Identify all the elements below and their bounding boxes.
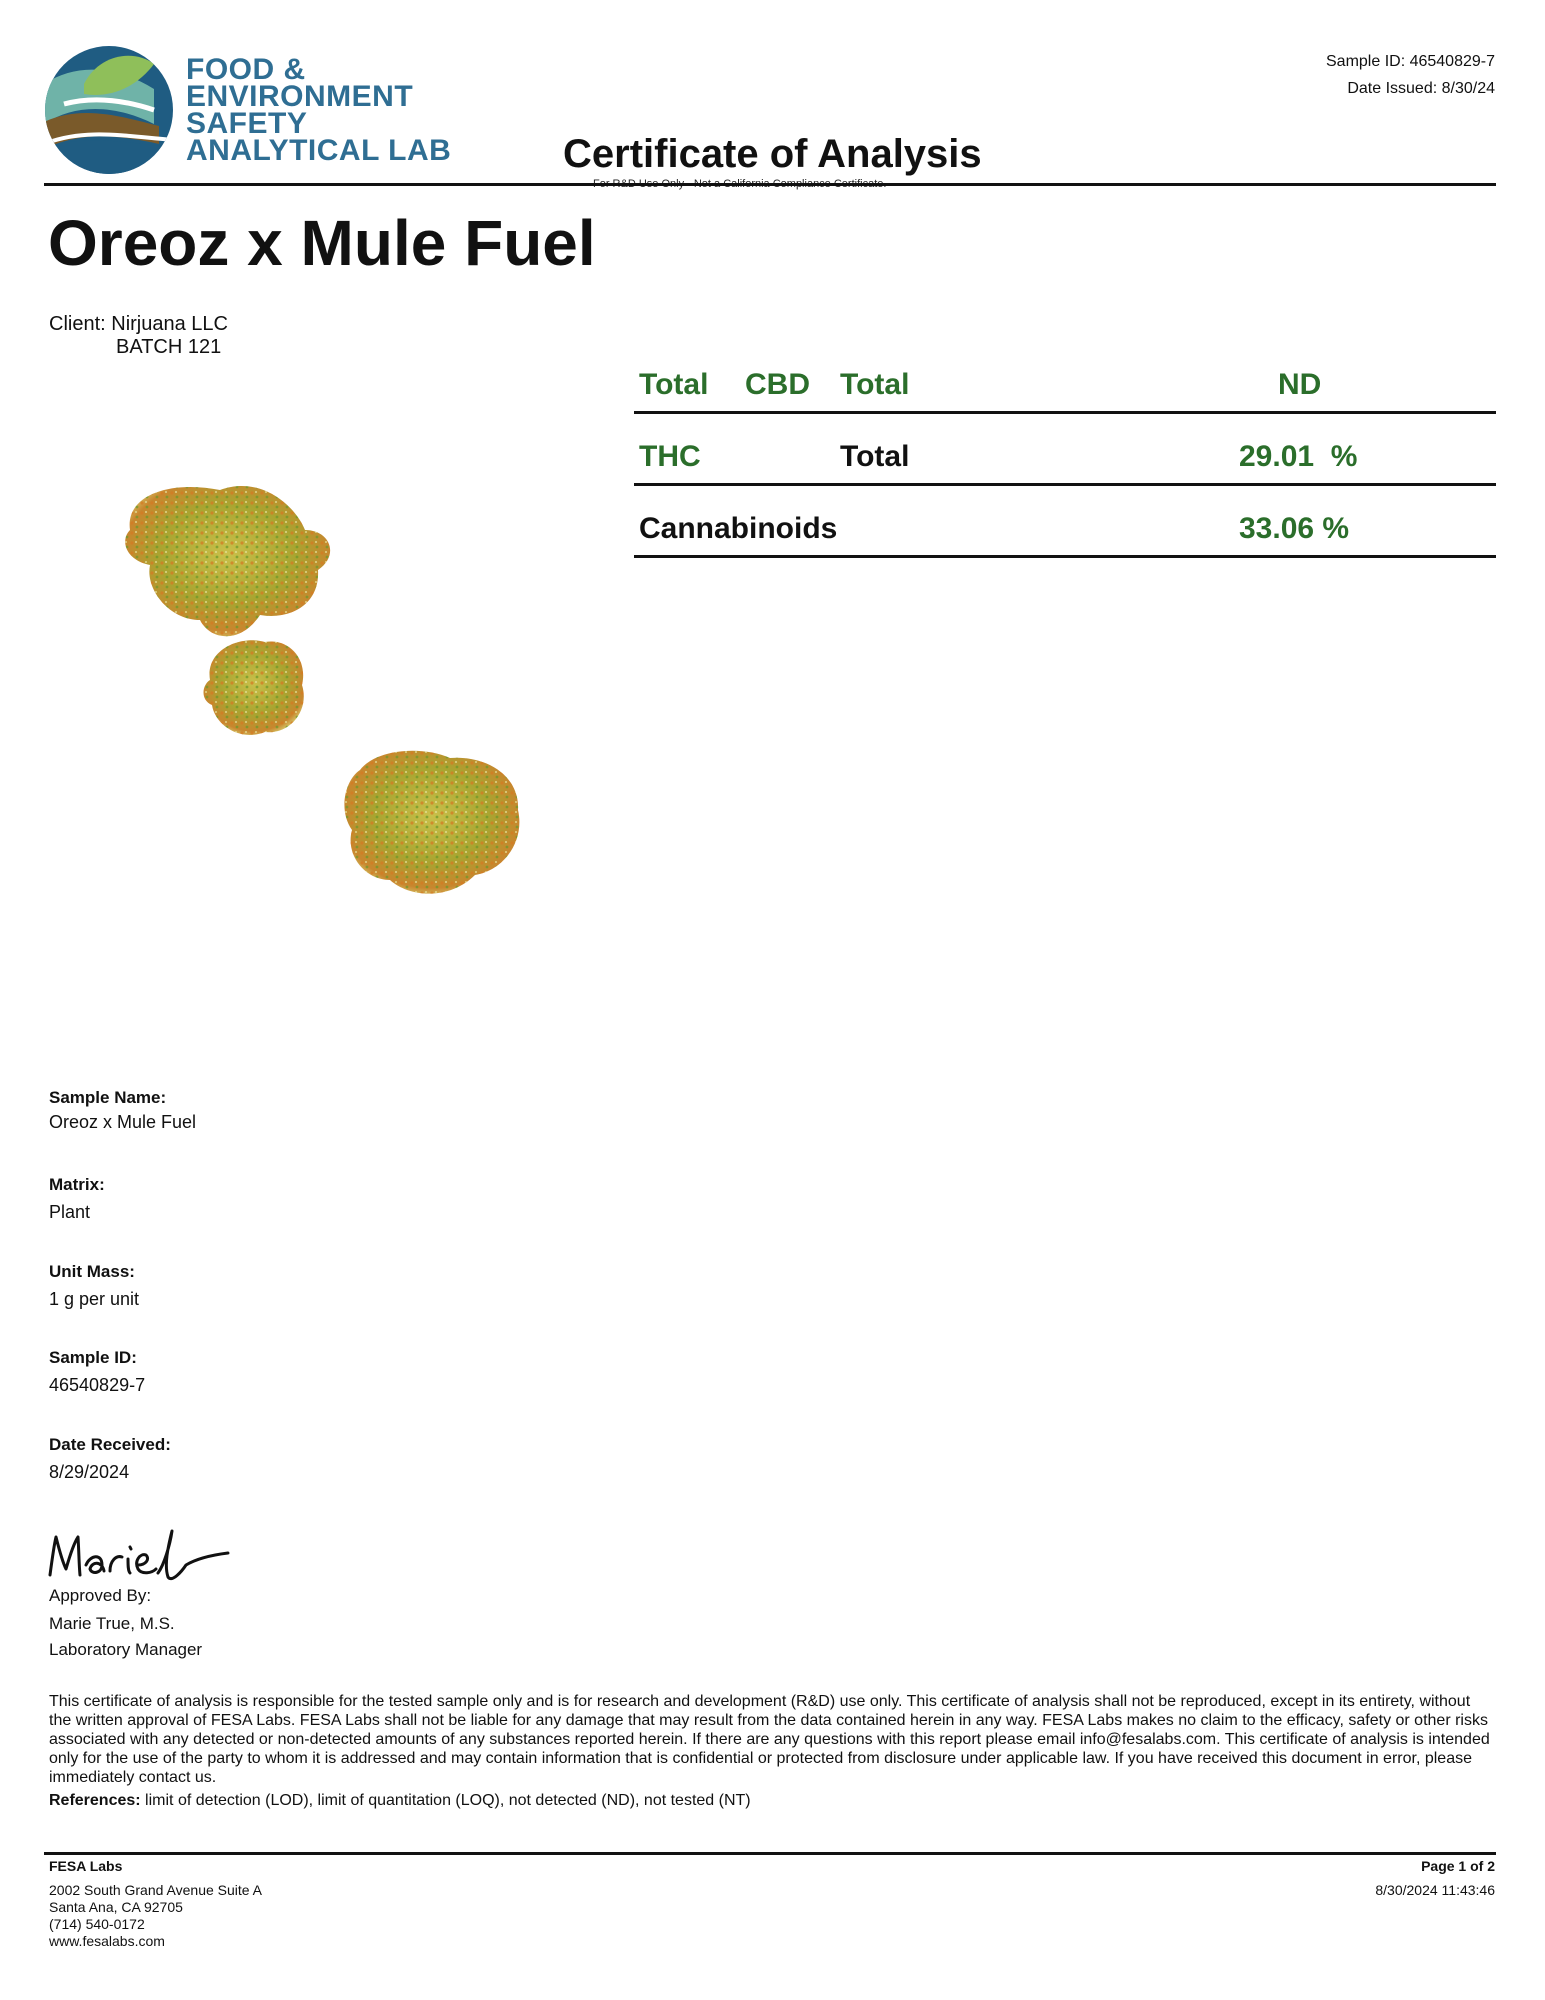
batch-number: BATCH 121	[116, 336, 222, 358]
signature-icon	[46, 1525, 231, 1585]
logo-line: ENVIRONMENT	[186, 80, 414, 113]
footer-address-line: Santa Ana, CA 92705	[49, 1899, 183, 1915]
disclaimer-text: This certificate of analysis is responsible for the tested sample only and is for research and development (R&D) use only. This certificate of analysis shall not be reproduced, except in its entirety, without the written approval of FESA Labs. FESA Labs shall not be liable for any damage that may result from the data contained herein in any way. FESA Labs makes no claim to the efficacy, safety or other risks associated with any detected or non-detected amounts of any substances reported herein. If there are any questions with this report please email info@fesalabs.com. This certificate of analysis is intended only for the use of the party to whom it is addressed and may contain information that is confidential or protected from disclosure under applicable law. If you have received this document in error, please immediately contact us.	[49, 1693, 1490, 1786]
summary-row2-label-c: Total	[840, 440, 910, 473]
header-meta	[1326, 48, 1495, 102]
logo-line: ANALYTICAL LAB	[186, 134, 452, 167]
summary-row2-label-a: THC	[639, 440, 701, 473]
approver-role: Laboratory Manager	[49, 1640, 203, 1659]
summary-row2-value: 29.01 %	[1239, 440, 1358, 473]
summary-row1-label-c: Total	[840, 368, 910, 401]
product-title: Oreoz x Mule Fuel	[48, 207, 596, 279]
document-title: Certificate of Analysis	[563, 132, 982, 176]
summary-row1-label-a: Total	[639, 368, 709, 401]
logo-line: SAFETY	[186, 107, 308, 140]
matrix-label: Matrix:	[49, 1175, 105, 1194]
summary-row1-label-b: CBD	[745, 368, 810, 401]
summary-row3-value: 33.06 %	[1239, 512, 1350, 545]
summary-row3-label: Cannabinoids	[639, 512, 838, 545]
logo-line: FOOD &	[186, 53, 306, 86]
unit-mass-label: Unit Mass:	[49, 1262, 135, 1281]
summary-divider	[634, 483, 1496, 486]
page-number: Page 1 of 2	[1421, 1858, 1495, 1874]
sample-name-value: Oreoz x Mule Fuel	[49, 1112, 197, 1132]
header-divider	[44, 183, 1496, 186]
header-date-issued: Date Issued: 8/30/24	[1347, 80, 1495, 97]
summary-divider	[634, 411, 1496, 414]
references-text: limit of detection (LOD), limit of quantitation (LOQ), not detected (ND), not tested (NT)	[140, 1792, 751, 1809]
references	[49, 1792, 751, 1810]
summary-divider	[634, 555, 1496, 558]
sample-id-label: Sample ID:	[49, 1348, 137, 1367]
footer-divider	[44, 1852, 1496, 1855]
footer-phone: (714) 540-0172	[49, 1916, 145, 1932]
approver-name: Marie True, M.S.	[49, 1614, 175, 1633]
date-received-label: Date Received:	[49, 1435, 171, 1454]
logo-wordmark	[186, 53, 452, 167]
matrix-value: Plant	[49, 1202, 91, 1222]
header-sample-id: Sample ID: 46540829-7	[1326, 53, 1495, 70]
footer-address	[49, 1858, 262, 1950]
footer-website[interactable]: www.fesalabs.com	[49, 1933, 165, 1949]
summary-row1-value: ND	[1278, 368, 1322, 401]
cannabis-flower-photo	[90, 380, 530, 940]
footer-address-line: 2002 South Grand Avenue Suite A	[49, 1882, 263, 1898]
references-label: References:	[49, 1792, 141, 1809]
sample-name-label: Sample Name:	[49, 1088, 167, 1107]
date-received-value: 8/29/2024	[49, 1462, 130, 1482]
footer-company: FESA Labs	[49, 1858, 123, 1874]
client-name: Client: Nirjuana LLC	[49, 313, 228, 335]
sample-id-value: 46540829-7	[49, 1375, 146, 1395]
approved-by-label: Approved By:	[49, 1586, 152, 1605]
fesa-logo-icon	[44, 44, 174, 176]
footer-page-info	[1375, 1858, 1495, 1899]
footer-timestamp: 8/30/2024 11:43:46	[1375, 1882, 1495, 1898]
unit-mass-value: 1 g per unit	[49, 1289, 140, 1309]
